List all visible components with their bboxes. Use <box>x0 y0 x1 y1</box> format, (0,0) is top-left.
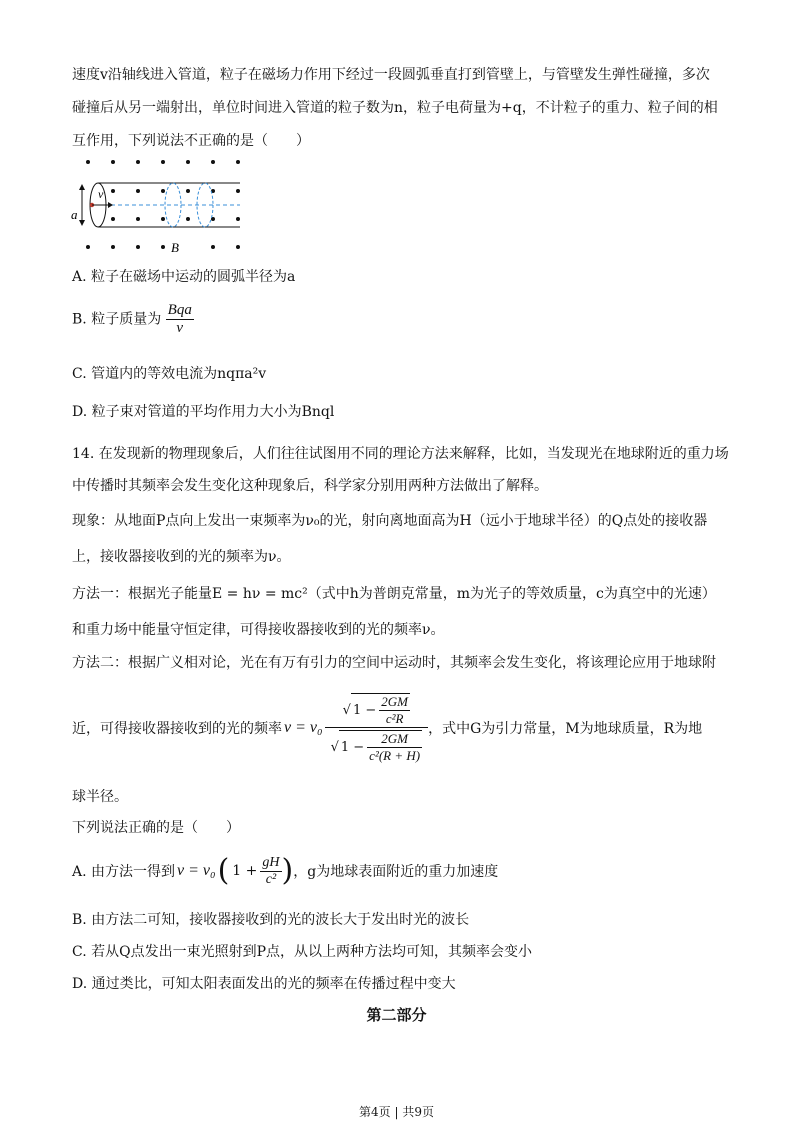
relativity-formula: √ 1 − $\frac{2GM}{\text{c²R}}$ √ 1 − $\frac{2GM}{\text{c²(R + H)}}$ <box>325 693 429 764</box>
q14-option-a: A. 由方法一得到 ν = ν₀ ( 1 + $\frac{gH}{\text{c²}}$ ) ，g为地球表面附近的重力加速度 <box>72 853 499 888</box>
q13-stem-line2: 碰撞后从另一端射出，单位时间进入管道的粒子数为n，粒子电荷量为+q，不计粒子的重力、粒子间的相 <box>72 100 718 116</box>
label-a: a <box>71 207 78 222</box>
q13-stem-line3: 互作用，下列说法不正确的是（ ） <box>72 133 310 149</box>
q13-tube-figure <box>68 150 258 260</box>
section-heading: 第二部分 <box>366 1006 427 1024</box>
label-v: v <box>98 187 104 201</box>
page-footer: 第4页 | 共9页 <box>359 1105 434 1119</box>
q13-option-a: A. 粒子在磁场中运动的圆弧半径为a <box>72 269 296 285</box>
q14-option-c: C. 若从Q点发出一束光照射到P点，从以上两种方法均可知，其频率会变小 <box>72 944 533 960</box>
q14-phenomenon-line1: 现象：从地面P点向上发出一束频率为ν₀的光，射向离地面高为H（远小于地球半径）的Q点处的接收器 <box>72 513 708 529</box>
q14-stem-line2: 中传播时其频率会发生变化这种现象后，科学家分别用两种方法做出了解释。 <box>72 478 548 494</box>
q13-option-d: D. 粒子束对管道的平均作用力大小为Bnql <box>72 404 335 420</box>
q13-option-b: B. 粒子质量为 $\frac{\text{Bqa}}{v}$ <box>72 302 192 336</box>
q14-option-d: D. 通过类比，可知太阳表面发出的光的频率在传播过程中变大 <box>72 976 456 992</box>
q14-method2-line1: 方法二：根据广义相对论，光在有万有引力的空间中运动时，其频率会发生变化，将该理论应用于地球附 <box>72 655 716 671</box>
q14-stem-line1: 14. 在发现新的物理现象后，人们往往试图用不同的理论方法来解释，比如，当发现光在地球附近的重力场 <box>72 446 729 462</box>
q14-method2-formula-line: 近，可得接收器接收到的光的频率 ν = ν₀ √ 1 − $\frac{2GM}{\text{c²R}}$ √ 1 − $\frac{2GM}{\text{c²(R + H)}}$ ，式中G为引力常量，M为地球质量，R为地 <box>72 693 703 763</box>
q13-stem-line1: 速度v沿轴线进入管道，粒子在磁场力作用下经过一段圆弧垂直打到管壁上，与管壁发生弹性碰撞，多次 <box>72 67 710 83</box>
q13-option-c: C. 管道内的等效电流为nqπa²v <box>72 366 267 382</box>
q14-ask: 下列说法正确的是（ ） <box>72 820 240 836</box>
q14-method2-line3: 球半径。 <box>72 789 128 805</box>
q14-method1-line1: 方法一：根据光子能量E = hν = mc²（式中h为普朗克常量，m为光子的等效质量，c为真空中的光速） <box>72 586 716 602</box>
q14-method1-line2: 和重力场中能量守恒定律，可得接收器接收到的光的频率ν。 <box>72 622 445 638</box>
q14-phenomenon-line2: 上，接收器接收到的光的频率为ν。 <box>72 549 291 565</box>
q14-option-b: B. 由方法二可知，接收器接收到的光的波长大于发出时光的波长 <box>72 912 470 928</box>
label-B: B <box>171 240 179 255</box>
